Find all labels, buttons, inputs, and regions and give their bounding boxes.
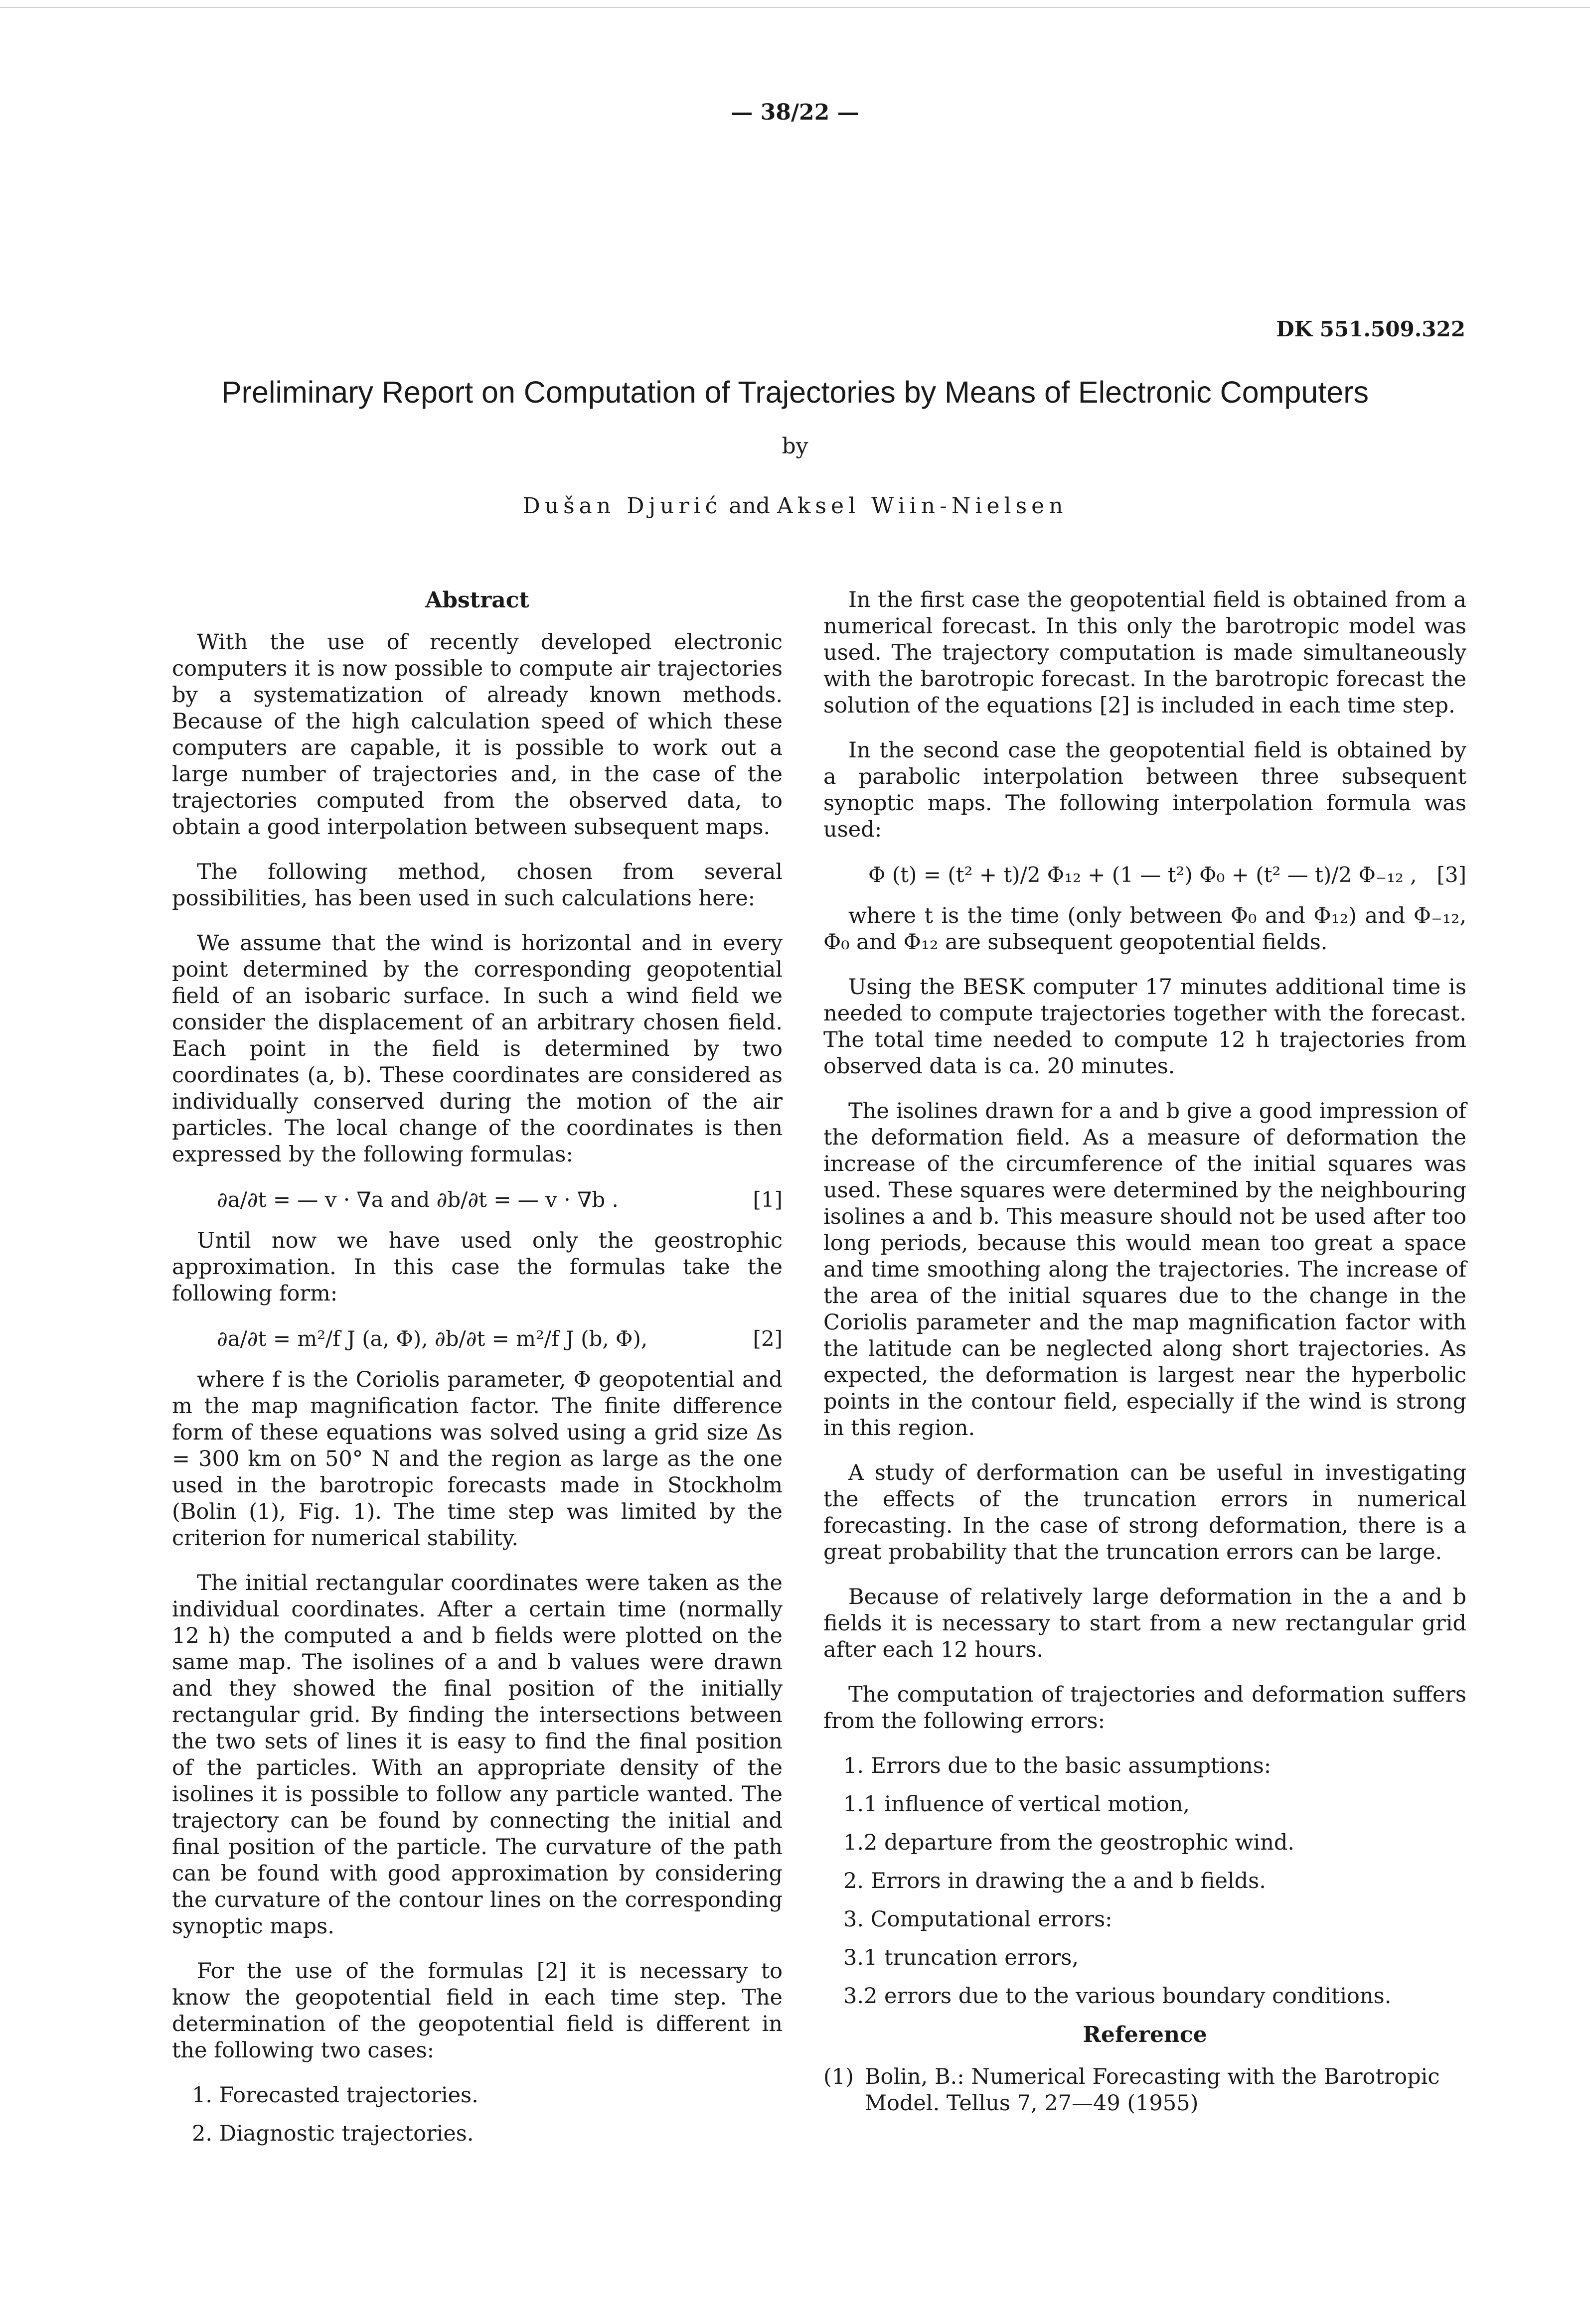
equation-number: [1] bbox=[753, 1187, 783, 1212]
interpolation-note-paragraph: where t is the time (only between Φ₀ and Φ₁₂) and Φ₋₁₂, Φ₀ and Φ₁₂ are subsequent geopotential fields. bbox=[823, 903, 1466, 955]
author-name: Dušan Djurić bbox=[522, 493, 722, 519]
computer-time-paragraph: Using the BESK computer 17 minutes additional time is needed to compute trajectories together with the forecast. The total time needed to compute 12 h trajectories from observed data is ca. 20 minutes. bbox=[823, 975, 1466, 1079]
coordinates-paragraph: The initial rectangular coordinates were taken as the individual coordinates. After a certain time (normally 12 h) the computed a and b fields were plotted on the same map. The isolines of a and b values were drawn and they showed the final position of the initially rectangular grid. By finding the intersections between the two sets of lines it is easy to find the final position of the particles. With an appropriate density of the isolines it is possible to follow any particle wanted. The trajectory can be found by connecting the initial and final position of the particle. The curvature of the path can be found with good approximation by considering the curvature of the contour lines on the corresponding synoptic maps. bbox=[172, 1571, 783, 1939]
byline: by bbox=[782, 434, 808, 459]
equation-number: [3] bbox=[1436, 863, 1466, 887]
method-intro-paragraph: The following method, chosen from several possibilities, has been used in such calculations here: bbox=[172, 860, 783, 911]
reference-number: (1) bbox=[823, 2064, 854, 2089]
author-line bbox=[299, 493, 1291, 519]
list-item: 1. Forecasted trajectories. bbox=[192, 2083, 478, 2108]
parameters-paragraph: where f is the Coriolis parameter, Φ geopotential and m the map magnification factor. The finite difference form of these equations was solved using a grid size Δs = 300 km on 50° N and the region as large as the one used in the barotropic forecasts made in Stockholm (Bolin (1), Fig. 1). The time step was limited by the criterion for numerical stability. bbox=[172, 1367, 783, 1551]
abstract-heading: Abstract bbox=[425, 587, 529, 613]
author-name: Aksel Wiin-Nielsen bbox=[777, 493, 1068, 519]
equation-expression: ∂a/∂t = — v · ∇a and ∂b/∂t = — v · ∇b . bbox=[217, 1187, 619, 1212]
geostrophic-paragraph: Until now we have used only the geostrophic approximation. In this case the formulas take the following form: bbox=[172, 1228, 783, 1306]
author-conjunction: and bbox=[729, 493, 770, 519]
errors-list bbox=[823, 1753, 1466, 2010]
list-subitem: 3.2 errors due to the various boundary conditions. bbox=[843, 1984, 1392, 2009]
assumption-paragraph: We assume that the wind is horizontal and in every point determined by the corresponding geopotential field of an isobaric surface. In such a wind field we consider the displacement of an arbitrary chosen field. Each point in the field is determined by two coordinates (a, b). These coordinates are considered as individually conserved during the motion of the air particles. The local change of the coordinates is then expressed by the following formulas: bbox=[172, 931, 783, 1167]
reference-heading: Reference bbox=[1083, 2022, 1207, 2047]
list-item: 3. Computational errors: bbox=[843, 1907, 1113, 1932]
list-subitem: 3.1 truncation errors, bbox=[843, 1945, 1079, 1970]
list-item: 2. Errors in drawing the a and b fields. bbox=[843, 1869, 1266, 1893]
scan-edge-line bbox=[0, 7, 1590, 8]
forecast-case-paragraph: In the first case the geopotential field is obtained from a numerical forecast. In this only the barotropic model was used. The trajectory computation is made simultaneously with the barotropic forecast. In the barotropic forecast the solution of the equations [2] is included in each time step. bbox=[823, 587, 1466, 718]
deformation-paragraph: The isolines drawn for a and b give a good impression of the deformation field. As a measure of deformation the increase of the circumference of the initial squares was used. These squares were determined by the neighbouring isolines a and b. This measure should not be used after too long periods, because this would mean too great a space and time smoothing along the trajectories. The increase of the area of the initial squares due to the change in the Coriolis parameter and the map magnification factor with the latitude can be neglected along short trajectories. As expected, the deformation is largest near the hyperbolic points in the contour field, especially if the wind is strong in this region. bbox=[823, 1099, 1466, 1441]
equation-1 bbox=[172, 1186, 783, 1213]
equation-3 bbox=[823, 862, 1466, 888]
equation-number: [2] bbox=[753, 1326, 783, 1351]
page-number: — 38/22 — bbox=[731, 100, 859, 125]
paper-title: Preliminary Report on Computation of Trajectories by Means of Electronic Computers bbox=[221, 375, 1369, 409]
reference-entry bbox=[823, 2064, 1466, 2117]
list-item: 1. Errors due to the basic assumptions: bbox=[843, 1753, 1272, 1778]
udc-classification: DK 551.509.322 bbox=[1276, 317, 1465, 341]
equation-expression: Φ (t) = (t² + t)/2 Φ₁₂ + (1 — t²) Φ₀ + (t² — t)/2 Φ₋₁₂ , bbox=[868, 863, 1417, 887]
right-column bbox=[823, 587, 1466, 2117]
diagnostic-case-paragraph: In the second case the geopotential field is obtained by a parabolic interpolation between three subsequent synoptic maps. The following interpolation formula was used: bbox=[823, 738, 1466, 842]
truncation-paragraph: A study of derformation can be useful in investigating the effects of the truncation errors in numerical forecasting. In the case of strong deformation, there is a great probability that the truncation errors can be large. bbox=[823, 1460, 1466, 1565]
abstract-paragraph: With the use of recently developed electronic computers it is now possible to compute air trajectories by a systematization of already known methods. Because of the high calculation speed of which these computers are capable, it is possible to work out a large number of trajectories and, in the case of the trajectories computed from the observed data, to obtain a good interpolation between subsequent maps. bbox=[172, 630, 783, 840]
grid-restart-paragraph: Because of relatively large deformation in the a and b fields it is necessary to start from a new rectangular grid after each 12 hours. bbox=[823, 1585, 1466, 1662]
list-subitem: 1.1 influence of vertical motion, bbox=[843, 1792, 1190, 1817]
geopotential-paragraph: For the use of the formulas [2] it is necessary to know the geopotential field in each time step. The determination of the geopotential field is different in the following two cases: bbox=[172, 1959, 783, 2063]
errors-intro-paragraph: The computation of trajectories and deformation suffers from the following errors: bbox=[823, 1682, 1466, 1734]
left-column bbox=[172, 587, 783, 2159]
reference-text: Bolin, B.: Numerical Forecasting with the Barotropic Model. Tellus 7, 27—49 (1955) bbox=[864, 2064, 1440, 2116]
equation-2 bbox=[172, 1325, 783, 1352]
list-subitem: 1.2 departure from the geostrophic wind. bbox=[843, 1830, 1295, 1855]
list-item: 2. Diagnostic trajectories. bbox=[192, 2121, 474, 2146]
cases-list bbox=[172, 2082, 783, 2147]
equation-expression: ∂a/∂t = m²/f J (a, Φ), ∂b/∂t = m²/f J (b, Φ), bbox=[217, 1326, 648, 1351]
